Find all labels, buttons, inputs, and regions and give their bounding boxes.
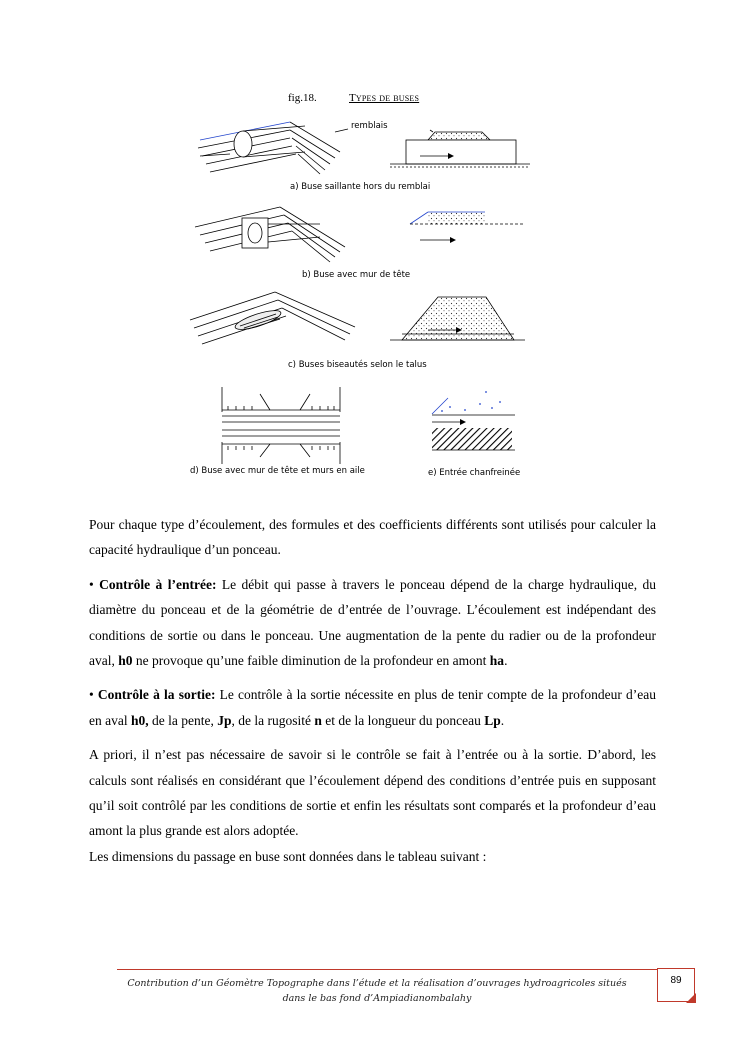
diagram-c-perspective (190, 292, 355, 344)
diagram-b-perspective (195, 207, 345, 262)
diagram-c-section (390, 297, 525, 340)
label-b: b) Buse avec mur de tête (302, 270, 411, 280)
page-curl-icon (686, 993, 696, 1003)
inlet-control-heading: Contrôle à l’entrée: (99, 576, 217, 592)
figure-number: fig.18. (288, 92, 317, 104)
culvert-types-figure (180, 112, 560, 482)
paragraph-table-intro: Les dimensions du passage en buse sont données dans le tableau suivant : (89, 848, 487, 864)
remblais-label: remblais (351, 121, 388, 131)
body-text (89, 512, 656, 869)
diagram-d-plan (222, 387, 340, 464)
paragraph-outlet-control: • Contrôle à la sortie: Le contrôle à la sortie nécessite en plus de tenir compte de la profondeur d’eau en aval h0, de la pente, Jp, de la rugosité n et de la longueur du ponceau Lp. (89, 687, 656, 728)
label-c: c) Buses biseautés selon le talus (288, 360, 427, 370)
diagram-a-perspective (198, 122, 340, 174)
footer-divider (117, 969, 695, 970)
paragraph-priori: A priori, il n’est pas nécessaire de savoir si le contrôle se fait à l’entrée ou à la sortie. D’abord, les calculs sont réalisés en considérant que l’écoulement dépend des conditions d’entrée puis en supposant qu’il soit contrôlé par les conditions de sortie et enfin les résultats sont comparés et la profondeur d’eau amont la plus grande est alors adoptée. (89, 747, 656, 839)
figure-title: Types de buses (349, 92, 420, 104)
paragraph-inlet-control: • Contrôle à l’entrée: Le débit qui passe à travers le ponceau dépend de la charge hydraulique, du diamètre du ponceau et de la géométrie de d’entrée de l’ouvrage. L’écoulement est indépendant des conditions de sortie ou dans le ponceau. Une augmentation de la pente du radier ou de la profondeur aval, h0 ne provoque qu’une faible diminution de la profondeur en amont ha. (89, 576, 657, 669)
outlet-control-heading: Contrôle à la sortie: (97, 687, 216, 703)
page-number: 89 (670, 975, 682, 986)
page-number-box (657, 968, 695, 1002)
footer-text: Contribution d’un Géomètre Topographe dans l’étude et la réalisation d’ouvrages hydroagricoles situés dans le bas fond d’Ampiadianombalahy (127, 978, 627, 1004)
label-d: d) Buse avec mur de tête et murs en aile (190, 466, 365, 476)
paragraph-1: Pour chaque type d’écoulement, des formules et des coefficients différents sont utilisés pour calculer la capacité hydraulique d’un ponceau. (89, 517, 656, 558)
diagram-e-section (432, 391, 515, 450)
diagram-a-section (335, 121, 530, 167)
diagram-b-section (410, 212, 525, 243)
label-e: e) Entrée chanfreinée (428, 468, 521, 478)
label-a: a) Buse saillante hors du remblai (290, 182, 431, 192)
